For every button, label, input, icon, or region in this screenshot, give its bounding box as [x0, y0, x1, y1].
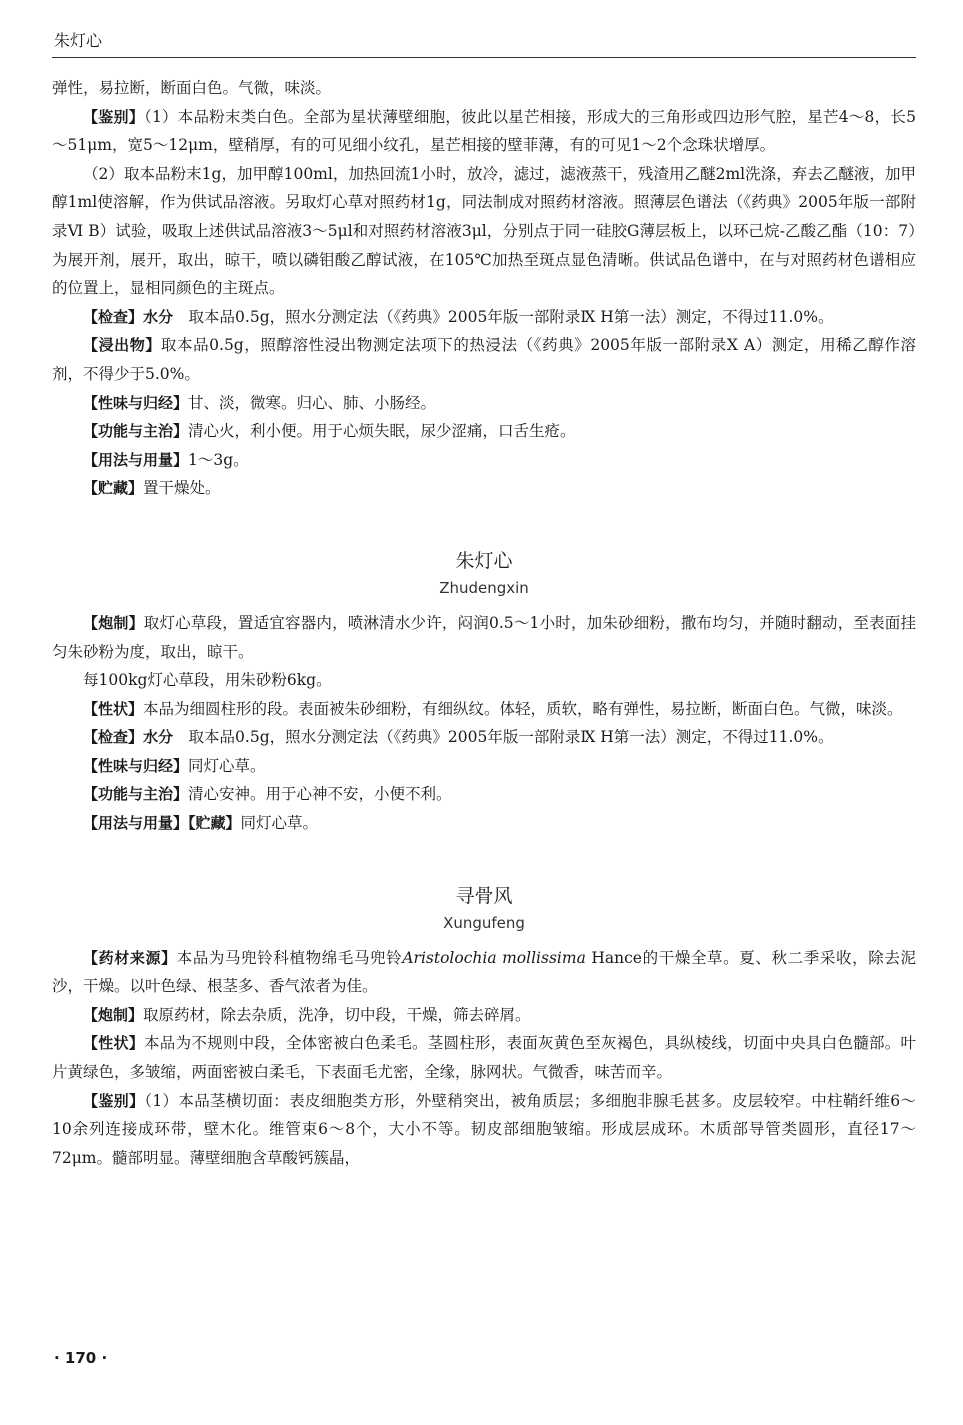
section-label: 【性状】	[83, 1034, 145, 1053]
paragraph-text: 本品为细圆柱形的段。表面被朱砂细粉，有细纵纹。体轻，质软，略有弹性，易拉断，断面白色。气微，味淡。	[143, 699, 903, 718]
dosage-storage-paragraph	[52, 809, 916, 838]
paragraph-text: （1）本品粉末类白色。全部为星状薄壁细胞，彼此以星芒相接，形成大的三角形或四边形气腔，星芒4～8，长5～51μm，宽5～12μm，壁稍厚，有的可见细小纹孔，星芒相接的壁菲薄，有的可见1～2个念珠状增厚。	[52, 107, 916, 155]
identification-paragraph-2: （2）取本品粉末1g，加甲醇100ml，加热回流1小时，放冷，滤过，滤液蒸干，残渣用乙醚2ml洗涤，弃去乙醚液，加甲醇1ml使溶解，作为供试品溶液。另取灯心草对照药材1g，同法制成对照药材溶液。照薄层色谱法（《药典》2005年版一部附录Ⅵ B）试验，吸取上述供试品溶液3～5μl和对照药材溶液3μl，分别点于同一硅胶G薄层板上，以环己烷-乙酸乙酯（10：7）为展开剂，展开，取出，晾干，喷以磷钼酸乙醇试液，在105℃加热至斑点显色清晰。供试品色谱中，在与对照药材色谱相应的位置上，显相同颜色的主斑点。	[52, 164, 916, 298]
sub-label: 水分	[143, 307, 174, 326]
section-title: 寻骨风	[455, 884, 513, 907]
section-label: 【鉴别】	[83, 1091, 145, 1110]
paragraph-text: 清心火，利小便。用于心烦失眠，尿少涩痛，口舌生疮。	[188, 422, 576, 441]
section-label: 【性味与归经】	[83, 393, 189, 412]
section-label: 【功能与主治】	[83, 422, 189, 441]
processing-paragraph	[52, 609, 916, 666]
section-label: 【功能与主治】	[83, 785, 189, 804]
paragraph-text: 清心安神。用于心神不安，小便不利。	[188, 785, 452, 804]
paragraph-text: Hance的干燥全草。夏、秋二季采收，除去泥沙，干燥。以叶色绿、根茎多、香气浓者为佳。	[52, 948, 916, 996]
section-label: 【性味与归经】	[83, 756, 189, 775]
paragraph-text: 取本品0.5g，照水分测定法（《药典》2005年版一部附录Ⅸ H第一法）测定，不得过11.0%。	[188, 307, 834, 326]
paragraph-text: （1）本品茎横切面：表皮细胞类方形，外壁稍突出，被角质层；多细胞非腺毛甚多。皮层较窄。中柱鞘纤维6～10余列连接成环带，壁木化。维管束6～8个，大小不等。韧皮部细胞皱缩。形成层成环。木质部导管类圆形，直径17～72μm。髓部明显。薄壁细胞含草酸钙簇晶，	[52, 1091, 916, 1167]
section-label: 【用法与用量】	[83, 450, 189, 469]
section-label: 【检查】	[83, 728, 144, 747]
paragraph-text: 本品为不规则中段，全体密被白色柔毛。茎圆柱形，表面灰黄色至灰褐色，具纵棱线，切面中央具白色髓部。叶片黄绿色，多皱缩，两面密被白柔毛，下表面毛尤密，全缘，脉网状。气微香，味苦而辛。	[52, 1034, 916, 1082]
section-label: 【浸出物】	[83, 336, 161, 355]
paragraph-text: 同灯心草。	[240, 814, 319, 833]
page-number: · 170 ·	[54, 1349, 108, 1367]
function-paragraph	[52, 417, 916, 446]
running-header	[52, 24, 916, 58]
section-label: 【药材来源】	[83, 948, 177, 967]
paragraph-text: 取本品0.5g，照醇溶性浸出物测定法项下的热浸法（《药典》2005年版一部附录Ⅹ A）测定，用稀乙醇作溶剂，不得少于5.0%。	[52, 336, 916, 383]
section-label: 【贮藏】	[188, 814, 241, 833]
paragraph-text: 同灯心草。	[188, 756, 266, 775]
paragraph-text: 取灯心草段，置适宜容器内，喷淋清水少许，闷润0.5～1小时，加朱砂细粉，撒布均匀，并随时翻动，至表面挂匀朱砂粉为度，取出，晾干。	[52, 613, 916, 661]
paragraph-text: 甘、淡，微寒。归心、肺、小肠经。	[188, 393, 437, 412]
source-paragraph	[52, 944, 916, 1001]
dosage-paragraph	[52, 446, 916, 475]
section-pinyin: Zhudengxin	[439, 578, 529, 597]
paragraph-text: 置干燥处。	[143, 479, 221, 498]
paragraph: 弹性，易拉断，断面白色。气微，味淡。	[52, 79, 332, 97]
description-paragraph	[52, 695, 916, 724]
section-title: 朱灯心	[455, 549, 513, 572]
function-paragraph	[52, 780, 916, 809]
property-paragraph	[52, 389, 916, 418]
latin-name: Aristolochia mollissima	[402, 948, 586, 967]
paragraph-text: 取原药材，除去杂质，洗净，切中段，干燥，筛去碎屑。	[143, 1005, 531, 1024]
sub-label: 水分	[143, 728, 174, 747]
section-label: 【性状】	[83, 699, 144, 718]
inspection-paragraph	[52, 723, 916, 752]
section-pinyin: Xungufeng	[443, 913, 525, 932]
storage-paragraph	[52, 474, 916, 503]
processing-paragraph	[52, 1001, 916, 1030]
section-label: 【炮制】	[83, 1005, 144, 1024]
section-label: 【贮藏】	[83, 479, 144, 498]
section-label: 【检查】	[83, 307, 144, 326]
inspection-paragraph	[52, 303, 916, 332]
paragraph-text: 1～3g。	[188, 450, 249, 469]
paragraph-text: 本品为马兜铃科植物绵毛马兜铃	[176, 948, 403, 967]
property-paragraph	[52, 752, 916, 781]
section-label: 【用法与用量】	[83, 814, 189, 833]
processing-note: 每100kg灯心草段，用朱砂粉6kg。	[83, 671, 332, 690]
section-label: 【炮制】	[83, 613, 144, 632]
identification-paragraph-1	[52, 103, 916, 160]
header-title: 朱灯心	[54, 31, 103, 50]
paragraph-text: 取本品0.5g，照水分测定法（《药典》2005年版一部附录Ⅸ H第一法）测定，不得过11.0%。	[188, 728, 834, 747]
page-content	[52, 74, 916, 1172]
section-label: 【鉴别】	[83, 107, 144, 126]
description-paragraph	[52, 1029, 916, 1086]
identification-paragraph	[52, 1087, 916, 1173]
extract-paragraph	[52, 331, 916, 388]
